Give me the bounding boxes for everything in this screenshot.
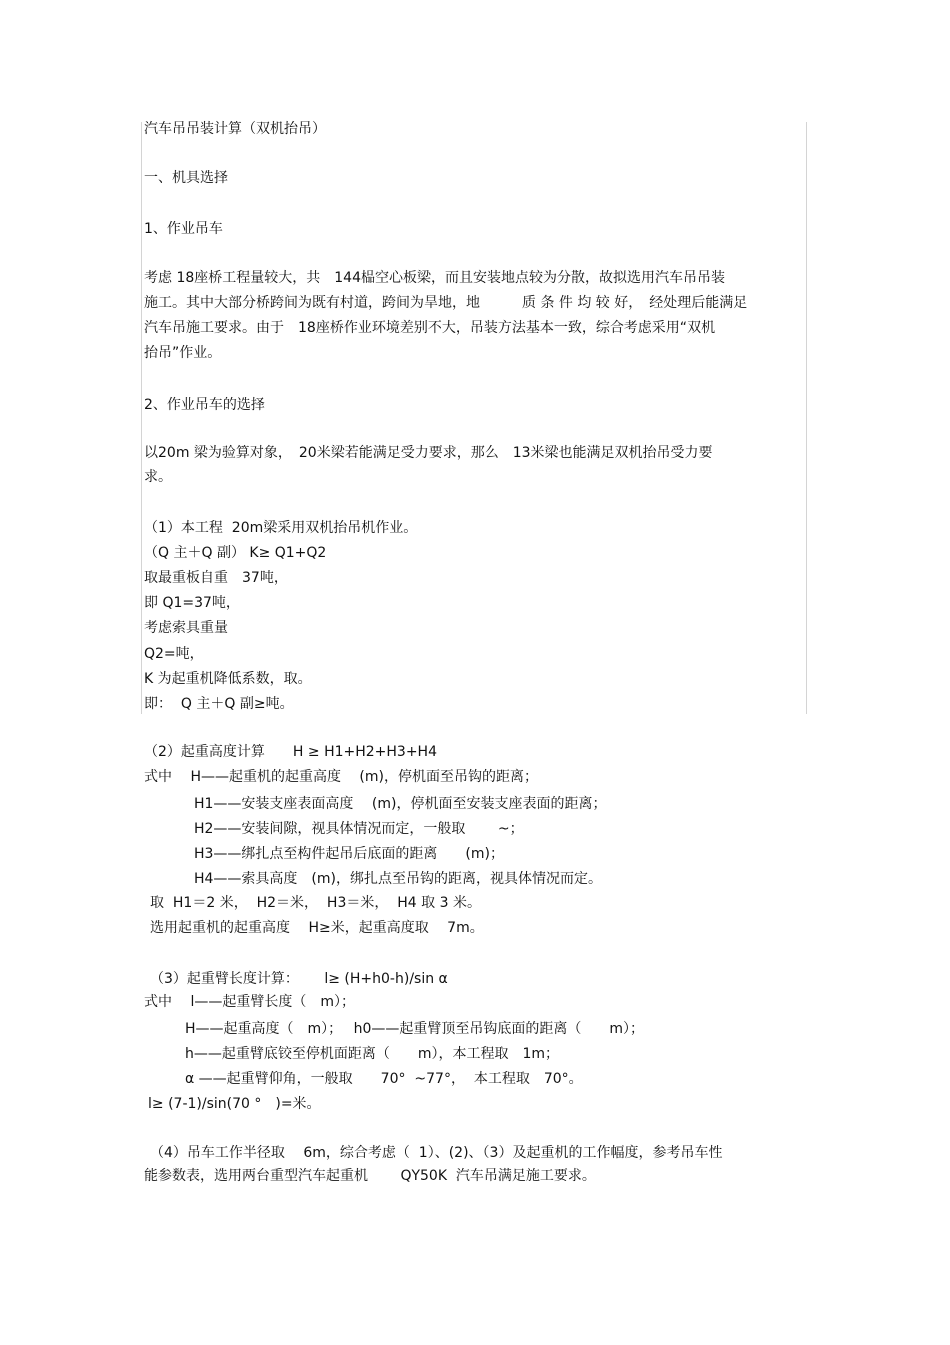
right-margin-line <box>806 122 807 714</box>
para1-line: 汽车吊施工要求。由于 18座桥作业环境差别不大，吊装方法基本一致，综合考虑采用“双机 <box>144 320 716 336</box>
part1-line: 即： Q 主＋Q 副≥吨。 <box>144 696 294 712</box>
part1-line: K 为起重机降低系数，取。 <box>144 671 312 687</box>
part1-line: 即 Q1=37吨， <box>144 595 240 611</box>
part1-line: 取最重板自重 37吨， <box>144 570 288 586</box>
doc-title: 汽车吊吊装计算（双机抬吊） <box>144 121 326 137</box>
sub-heading-1: 1、作业吊车 <box>144 221 223 237</box>
part2-line: H1——安装支座表面高度 (m)，停机面至安装支座表面的距离； <box>194 796 607 812</box>
part4-line: 能参数表，选用两台重型汽车起重机 QY50K 汽车吊满足施工要求。 <box>144 1168 596 1184</box>
part1-line: Q2=吨， <box>144 646 204 662</box>
part3-line: h——起重臂底铰至停机面距离（ m），本工程取 1m； <box>185 1046 560 1062</box>
part1-line: （Q 主＋Q 副） K≥ Q1+Q2 <box>144 545 327 561</box>
part3-line: α ——起重臂仰角，一般取 70° ~77°， 本工程取 70°。 <box>185 1071 583 1087</box>
part3-line: l≥ (7-1)/sin(70 ° )=米。 <box>148 1096 321 1112</box>
part2-line: 取 H1＝2 米， H2＝米， H3＝米， H4 取 3 米。 <box>150 895 481 911</box>
part3-line: （3）起重臂长度计算： l≥ (H+h0-h)/sin α <box>150 971 448 987</box>
part1-line: 考虑索具重量 <box>144 620 228 636</box>
part2-line: H3——绑扎点至构件起吊后底面的距离 (m)； <box>194 846 504 862</box>
part1-line: （1）本工程 20m梁采用双机抬吊机作业。 <box>144 520 418 536</box>
para2-line: 求。 <box>144 469 172 485</box>
para2-line: 以20m 梁为验算对象， 20米梁若能满足受力要求，那么 13米梁也能满足双机抬吊受力要 <box>144 445 713 461</box>
para1-line: 施工。其中大部分桥跨间为既有村道，跨间为旱地，地 质 条 件 均 较 好， 经处理后能满足 <box>144 295 748 311</box>
part2-line: （2）起重高度计算 H ≥ H1+H2+H3+H4 <box>144 744 437 760</box>
part3-line: H——起重高度（ m）； h0——起重臂顶至吊钩底面的距离（ m）； <box>185 1021 645 1037</box>
left-margin-line <box>141 122 142 714</box>
part2-line: H2——安装间隙，视具体情况而定，一般取 ~； <box>194 821 524 837</box>
part2-line: 式中 H——起重机的起重高度 (m)，停机面至吊钩的距离； <box>144 769 538 785</box>
part2-line: 选用起重机的起重高度 H≥米，起重高度取 7m。 <box>150 920 484 936</box>
section-heading-1: 一、机具选择 <box>144 170 228 186</box>
part4-line: （4）吊车工作半径取 6m，综合考虑（ 1）、(2)、（3）及起重机的工作幅度，参考吊车性 <box>150 1145 723 1161</box>
part2-line: H4——索具高度 (m)，绑扎点至吊钩的距离，视具体情况而定。 <box>194 871 602 887</box>
para1-line: 抬吊”作业。 <box>144 345 222 361</box>
part3-line: 式中 l——起重臂长度（ m）； <box>144 994 355 1010</box>
sub-heading-2: 2、作业吊车的选择 <box>144 397 265 413</box>
para1-line: 考虑 18座桥工程量较大，共 144榀空心板梁，而且安装地点较为分散，故拟选用汽车吊吊装 <box>144 270 725 286</box>
